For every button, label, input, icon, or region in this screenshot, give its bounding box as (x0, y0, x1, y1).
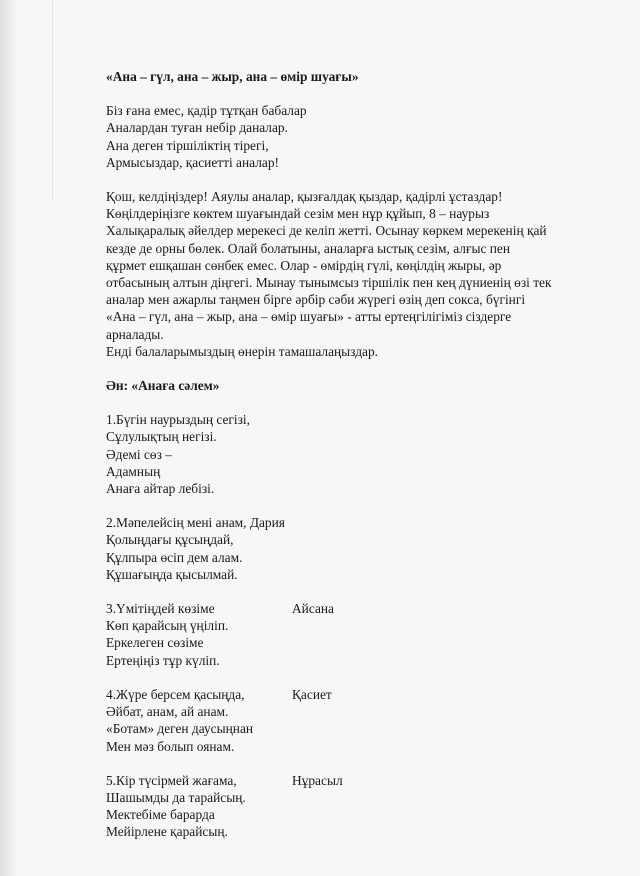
verse-3 (106, 600, 606, 669)
performer-name: Нұрасыл (292, 772, 343, 788)
verse-1 (106, 411, 606, 497)
verse-line: Адамның (106, 463, 161, 479)
song-title: Ән: «Анаға сәлем» (106, 378, 220, 394)
performer-name: Қасиет (292, 686, 332, 702)
poem-line: Армысыздар, қасиетті аналар! (106, 154, 279, 170)
poem-line: Ана деген тіршіліктің тірегі, (106, 137, 269, 153)
scan-edge-shadow (0, 0, 18, 876)
verse-line: Анаға айтар лебізі. (106, 481, 215, 497)
verse-line: 1.Бүгін наурыздың сегізі, (106, 412, 250, 428)
verse-line: 4.Жүре берсем қасыңда, Қасиет (106, 686, 332, 702)
verse-4 (106, 686, 606, 755)
verse-line: Мен мәз болып оянам. (106, 738, 235, 754)
scan-fold-mark (52, 0, 53, 200)
speech-line: Халықаралық әйелдер мерекесі де келіп жетті. Осынау көркем мерекенің қай (106, 223, 547, 239)
intro-poem (106, 102, 606, 171)
poem-line: Біз ғана емес, қадір тұтқан бабалар (106, 103, 307, 119)
speech-line: отбасының алтын діңгегі. Мынау тынымсыз тіршілік пен кең дүниенің өзі тек (106, 275, 552, 291)
verse-line: 2.Мәпелейсің мені анам, Дария (106, 515, 285, 531)
speech-line: Енді балаларымыздың өнерін тамашалаңыздар. (106, 343, 379, 359)
speech-line: аналар мен ажарлы таңмен бірге әрбір сәби жүрегі өзің деп сокса, бүгінгі (106, 292, 526, 308)
performer-name: Айсана (292, 601, 334, 617)
document-body (106, 68, 606, 841)
verse-line: Еркелеген сөзіме (106, 635, 204, 651)
speech-line: арналады. (106, 326, 164, 342)
welcome-speech (106, 188, 606, 360)
verse-line: Құшағыңда қысылмай. (106, 566, 238, 582)
verse-line: Қолыңдағы құсыңдай, (106, 532, 234, 548)
verse-5 (106, 772, 606, 841)
verse-line: 3.Үмітіңдей көзіме Айсана (106, 601, 334, 617)
speech-line: «Ана – гүл, ана – жыр, ана – өмір шуағы» - атты ертеңгілігіміз сіздерге (106, 309, 512, 325)
verse-line: Құлпыра өсіп дем алам. (106, 549, 243, 565)
verse-line: 5.Кір түсірмей жағама, Нұрасыл (106, 772, 343, 788)
speech-line: Қош, келдіңіздер! Аяулы аналар, қызғалдақ қыздар, қадірлі ұстаздар! (106, 189, 503, 205)
verse-line: Мектебіме барарда (106, 807, 215, 823)
speech-line: Көңілдеріңізге көктем шуағындай сезім мен нұр құйып, 8 – наурыз (106, 206, 490, 222)
verse-line: Ертеңіңіз тұр күліп. (106, 652, 220, 668)
speech-line: құрмет ешқашан сөнбек емес. Олар - өмірдің гүлі, көңілдің жыры, әр (106, 257, 502, 273)
verse-line: Сұлулықтың негізі. (106, 429, 217, 445)
poem-line: Аналардан туған небір даналар. (106, 120, 288, 136)
verse-2 (106, 514, 606, 583)
document-title: «Ана – гүл, ана – жыр, ана – өмір шуағы» (106, 69, 359, 84)
verse-line: «Ботам» деген даусыңнан (106, 721, 254, 737)
verse-line: Шашымды да тарайсың. (106, 789, 246, 805)
verse-line: Әдемі сөз – (106, 446, 172, 462)
verse-line: Әйбат, анам, ай анам. (106, 704, 229, 720)
verse-line: Көп қарайсың үңіліп. (106, 618, 229, 634)
speech-line: кезде де орны бөлек. Олай болатыны, аналарға ыстық сезім, алғыс пен (106, 240, 511, 256)
verse-line: Мейірлене қарайсың. (106, 824, 228, 840)
